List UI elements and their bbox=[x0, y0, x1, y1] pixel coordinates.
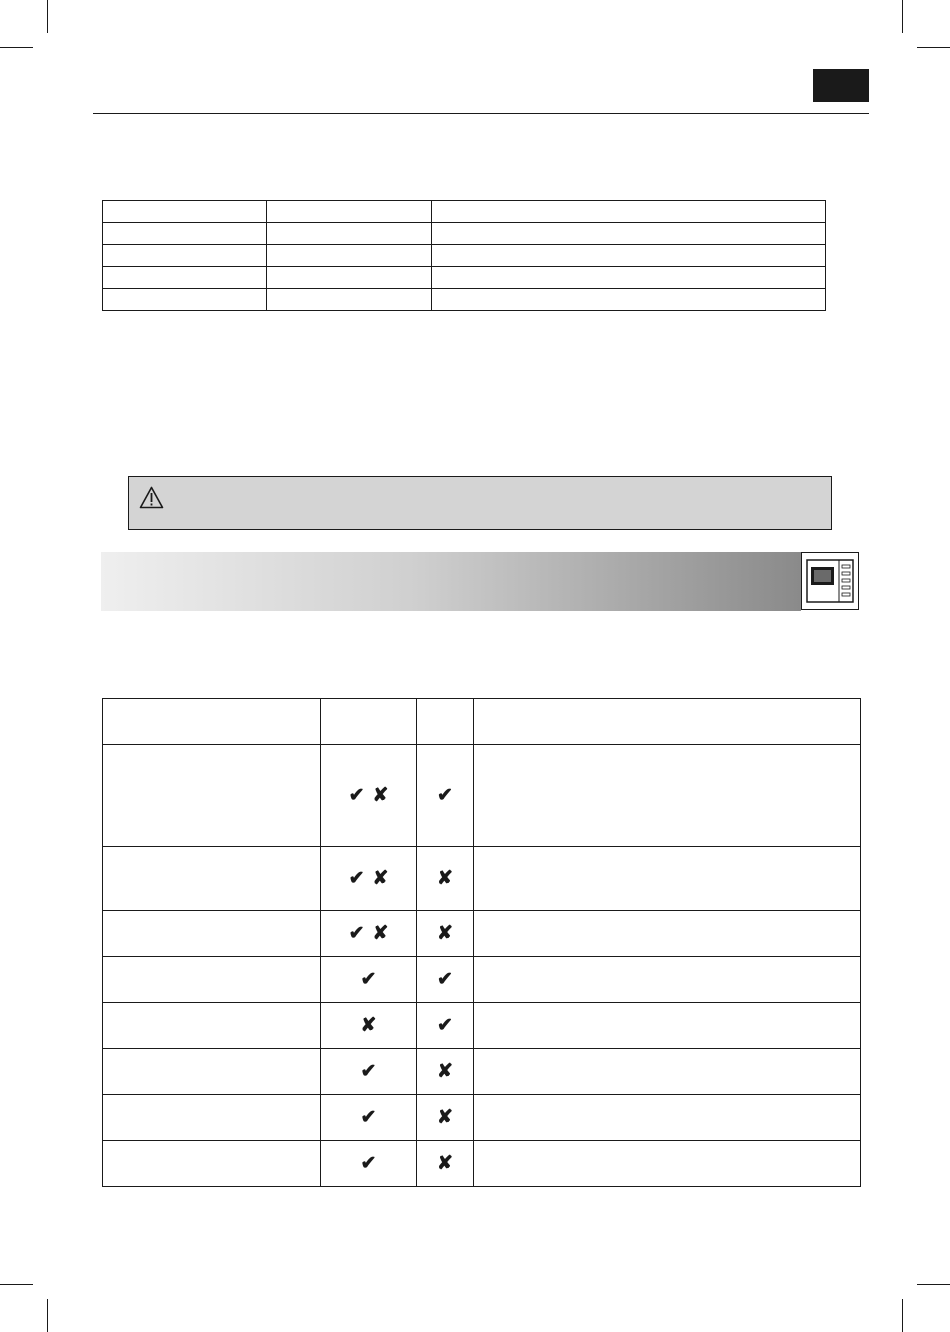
check-mark-icon: ✔ bbox=[360, 1153, 377, 1174]
spec-cell bbox=[103, 201, 267, 223]
compat-row bbox=[103, 957, 861, 1003]
note-cell bbox=[474, 1003, 861, 1049]
check-mark-icon: ✔ bbox=[437, 785, 453, 806]
compat-row bbox=[103, 745, 861, 847]
check-mark-icon: ✔ bbox=[348, 785, 365, 806]
compat-col2-cell bbox=[417, 847, 474, 911]
check-mark-icon: ✔ bbox=[437, 1015, 453, 1036]
header-rule bbox=[93, 113, 869, 114]
check-mark-icon: ✔ bbox=[360, 1107, 377, 1128]
spec-row bbox=[103, 223, 826, 245]
note-cell bbox=[474, 847, 861, 911]
compat-header-cell bbox=[103, 699, 321, 745]
compat-col1-cell bbox=[321, 745, 417, 847]
spec-row bbox=[103, 201, 826, 223]
compatibility-table bbox=[102, 698, 861, 1187]
compat-row bbox=[103, 911, 861, 957]
compat-col1-cell bbox=[321, 1003, 417, 1049]
note-cell bbox=[474, 911, 861, 957]
cross-mark-icon: ✘ bbox=[437, 1107, 453, 1128]
note-cell bbox=[474, 957, 861, 1003]
spec-row bbox=[103, 267, 826, 289]
spec-cell bbox=[432, 289, 826, 311]
material-label-cell bbox=[103, 911, 321, 957]
compat-row bbox=[103, 1141, 861, 1187]
spec-cell bbox=[267, 245, 432, 267]
cross-mark-icon: ✘ bbox=[372, 785, 389, 806]
spec-row bbox=[103, 289, 826, 311]
spec-cell bbox=[103, 267, 267, 289]
compat-col2-cell bbox=[417, 1049, 474, 1095]
microwave-oven-icon bbox=[806, 559, 854, 603]
spec-cell bbox=[432, 223, 826, 245]
crop-mark bbox=[917, 1284, 950, 1285]
crop-mark bbox=[917, 47, 950, 48]
section-icon-box bbox=[801, 552, 859, 610]
compat-col1-cell bbox=[321, 957, 417, 1003]
compat-header-cell bbox=[417, 699, 474, 745]
compat-col1-cell bbox=[321, 1049, 417, 1095]
compat-col2-cell bbox=[417, 1095, 474, 1141]
crop-mark bbox=[902, 0, 903, 33]
note-cell bbox=[474, 1049, 861, 1095]
compat-header-cell bbox=[474, 699, 861, 745]
compat-col2-cell bbox=[417, 745, 474, 847]
compat-header-row bbox=[103, 699, 861, 745]
spec-cell bbox=[432, 201, 826, 223]
compat-col1-cell bbox=[321, 1095, 417, 1141]
material-label-cell bbox=[103, 745, 321, 847]
compat-col2-cell bbox=[417, 1141, 474, 1187]
crop-mark bbox=[47, 0, 48, 33]
cross-mark-icon: ✘ bbox=[437, 868, 453, 889]
compat-header-cell bbox=[321, 699, 417, 745]
compat-col2-cell bbox=[417, 957, 474, 1003]
cross-mark-icon: ✘ bbox=[437, 1061, 453, 1082]
spec-cell bbox=[103, 289, 267, 311]
check-mark-icon: ✔ bbox=[348, 923, 365, 944]
check-mark-icon: ✔ bbox=[360, 969, 377, 990]
cross-mark-icon: ✘ bbox=[372, 923, 389, 944]
crop-mark bbox=[902, 1299, 903, 1332]
note-cell bbox=[474, 1141, 861, 1187]
cross-mark-icon: ✘ bbox=[437, 923, 453, 944]
crop-mark bbox=[47, 1299, 48, 1332]
note-cell bbox=[474, 1095, 861, 1141]
check-mark-icon: ✔ bbox=[360, 1061, 377, 1082]
compat-col1-cell bbox=[321, 847, 417, 911]
spec-cell bbox=[432, 245, 826, 267]
warning-box bbox=[128, 476, 832, 530]
cross-mark-icon: ✘ bbox=[372, 868, 389, 889]
compat-row bbox=[103, 1003, 861, 1049]
compat-row bbox=[103, 847, 861, 911]
crop-mark bbox=[0, 47, 33, 48]
material-label-cell bbox=[103, 1049, 321, 1095]
compat-col1-cell bbox=[321, 1141, 417, 1187]
check-mark-icon: ✔ bbox=[348, 868, 365, 889]
language-tab bbox=[813, 69, 869, 102]
cross-mark-icon: ✘ bbox=[360, 1015, 377, 1036]
compat-col1-cell bbox=[321, 911, 417, 957]
warning-triangle-icon bbox=[139, 486, 164, 509]
spec-cell bbox=[432, 267, 826, 289]
spec-cell bbox=[103, 245, 267, 267]
compat-col2-cell bbox=[417, 1003, 474, 1049]
material-label-cell bbox=[103, 1095, 321, 1141]
note-cell bbox=[474, 745, 861, 847]
spec-cell bbox=[103, 223, 267, 245]
material-label-cell bbox=[103, 1003, 321, 1049]
spec-cell bbox=[267, 223, 432, 245]
compat-col2-cell bbox=[417, 911, 474, 957]
spec-table bbox=[102, 200, 826, 311]
crop-mark bbox=[0, 1284, 33, 1285]
cross-mark-icon: ✘ bbox=[437, 1153, 453, 1174]
spec-cell bbox=[267, 289, 432, 311]
spec-row bbox=[103, 245, 826, 267]
compat-row bbox=[103, 1095, 861, 1141]
section-header-bar bbox=[101, 552, 801, 611]
check-mark-icon: ✔ bbox=[437, 969, 453, 990]
compat-row bbox=[103, 1049, 861, 1095]
material-label-cell bbox=[103, 847, 321, 911]
spec-cell bbox=[267, 267, 432, 289]
material-label-cell bbox=[103, 1141, 321, 1187]
material-label-cell bbox=[103, 957, 321, 1003]
spec-cell bbox=[267, 201, 432, 223]
